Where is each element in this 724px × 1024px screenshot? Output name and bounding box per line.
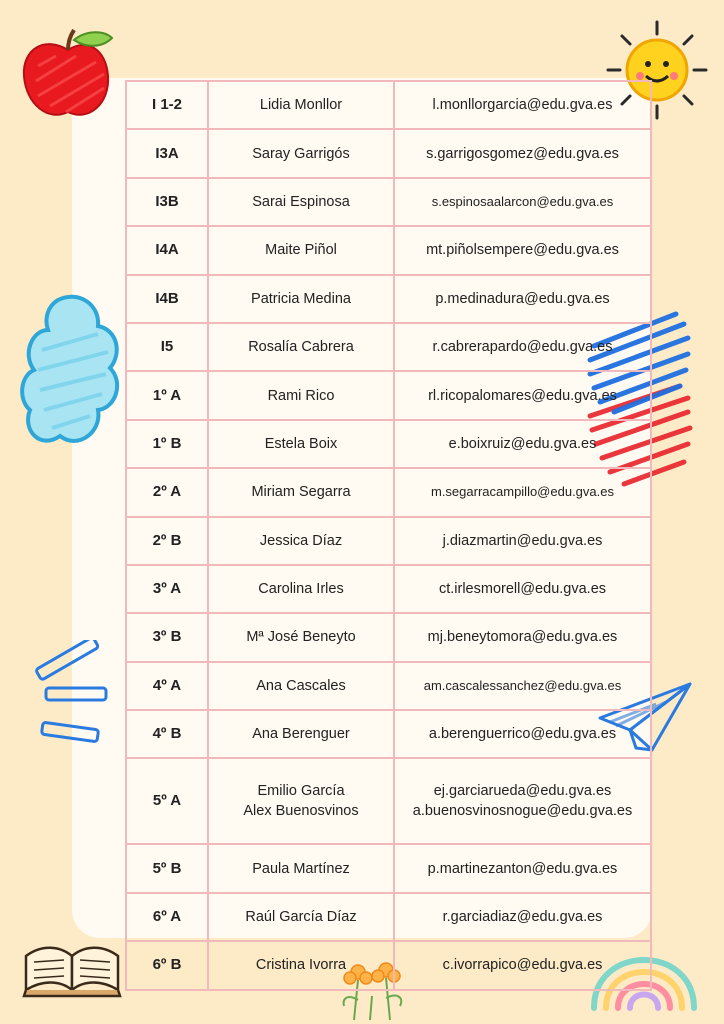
- email-link[interactable]: ej.garciarueda@edu.gva.es: [433, 783, 612, 800]
- email-cell: [394, 662, 651, 710]
- table-row: [126, 941, 651, 989]
- email-cell: [394, 758, 651, 844]
- teacher-name: Alex Buenosvinos: [243, 803, 359, 820]
- table-row: [126, 323, 651, 371]
- teacher-cell: [208, 710, 394, 758]
- contacts-table: [125, 80, 652, 991]
- email-cell: [394, 420, 651, 468]
- teacher-cell: [208, 941, 394, 989]
- table-row: [126, 893, 651, 941]
- email-cell: [394, 178, 651, 226]
- email-cell: [394, 893, 651, 941]
- table-row: [126, 565, 651, 613]
- teacher-cell: [208, 844, 394, 892]
- email-link[interactable]: p.medinadura@edu.gva.es: [435, 290, 610, 307]
- table-row: [126, 129, 651, 177]
- teacher-cell: [208, 662, 394, 710]
- table-row: [126, 420, 651, 468]
- group-cell: 5º A: [126, 758, 208, 844]
- teacher-name: Lidia Monllor: [259, 97, 343, 114]
- teacher-name: Emilio García: [257, 783, 345, 800]
- email-link[interactable]: c.ivorrapico@edu.gva.es: [442, 957, 603, 974]
- teacher-cell: [208, 420, 394, 468]
- teacher-cell: [208, 517, 394, 565]
- teacher-cell: [208, 758, 394, 844]
- group-cell: I4A: [126, 226, 208, 274]
- teacher-cell: [208, 178, 394, 226]
- teacher-name: Miriam Segarra: [251, 484, 351, 501]
- email-link[interactable]: ct.irlesmorell@edu.gva.es: [438, 581, 607, 598]
- email-link[interactable]: a.berenguerrico@edu.gva.es: [428, 726, 617, 743]
- email-link[interactable]: j.diazmartin@edu.gva.es: [442, 532, 603, 549]
- group-cell: I 1-2: [126, 81, 208, 129]
- email-cell: [394, 613, 651, 661]
- group-cell: 1º A: [126, 371, 208, 419]
- teacher-cell: [208, 275, 394, 323]
- email-cell: [394, 468, 651, 516]
- email-link[interactable]: s.garrigosgomez@edu.gva.es: [426, 145, 619, 162]
- group-cell: 5º B: [126, 844, 208, 892]
- teacher-cell: [208, 613, 394, 661]
- teacher-name: Ana Cascales: [256, 677, 346, 694]
- group-cell: 3º A: [126, 565, 208, 613]
- email-cell: [394, 844, 651, 892]
- teacher-cell: [208, 371, 394, 419]
- email-link[interactable]: r.garciadiaz@edu.gva.es: [442, 909, 603, 926]
- group-cell: 1º B: [126, 420, 208, 468]
- email-link[interactable]: e.boixruiz@edu.gva.es: [448, 435, 597, 452]
- group-cell: 3º B: [126, 613, 208, 661]
- table-row: [126, 468, 651, 516]
- cloud-icon: [18, 290, 126, 460]
- email-cell: [394, 129, 651, 177]
- teacher-cell: [208, 893, 394, 941]
- table-row: [126, 662, 651, 710]
- email-cell: [394, 371, 651, 419]
- teacher-name: Ana Berenguer: [252, 726, 350, 743]
- email-cell: [394, 275, 651, 323]
- teacher-name: Carolina Irles: [258, 581, 344, 598]
- table-row: [126, 517, 651, 565]
- email-link[interactable]: s.espinosaalarcon@edu.gva.es: [431, 193, 614, 209]
- email-cell: [394, 710, 651, 758]
- email-cell: [394, 517, 651, 565]
- chalk-lines-icon: [28, 640, 112, 760]
- email-cell: [394, 565, 651, 613]
- teacher-name: Sarai Espinosa: [252, 193, 350, 210]
- teacher-cell: [208, 323, 394, 371]
- table-row: [126, 844, 651, 892]
- email-link[interactable]: mj.beneytomora@edu.gva.es: [427, 629, 618, 646]
- email-link[interactable]: p.martinezanton@edu.gva.es: [427, 860, 618, 877]
- table-row: [126, 178, 651, 226]
- teacher-name: Patricia Medina: [251, 290, 351, 307]
- email-link[interactable]: mt.piñolsempere@edu.gva.es: [426, 242, 619, 259]
- email-link[interactable]: a.buenosvinosnogue@edu.gva.es: [412, 803, 633, 820]
- table-row: [126, 81, 651, 129]
- table-row: [126, 758, 651, 844]
- teacher-name: Saray Garrigós: [252, 145, 350, 162]
- teacher-name: Maite Piñol: [265, 242, 337, 259]
- apple-icon: [16, 26, 124, 126]
- teacher-name: Rosalía Cabrera: [248, 339, 354, 356]
- teacher-name: Jessica Díaz: [259, 532, 343, 549]
- group-cell: 6º B: [126, 941, 208, 989]
- email-link[interactable]: l.monllorgarcia@edu.gva.es: [432, 97, 613, 114]
- group-cell: 4º A: [126, 662, 208, 710]
- email-cell: [394, 81, 651, 129]
- teacher-name: Cristina Ivorra: [255, 957, 347, 974]
- table-row: [126, 710, 651, 758]
- email-link[interactable]: am.cascalessanchez@edu.gva.es: [423, 677, 622, 693]
- group-cell: 4º B: [126, 710, 208, 758]
- group-cell: I4B: [126, 275, 208, 323]
- table-row: [126, 226, 651, 274]
- book-icon: [20, 930, 126, 1000]
- teacher-cell: [208, 129, 394, 177]
- email-link[interactable]: rl.ricopalomares@edu.gva.es: [428, 387, 617, 404]
- email-cell: [394, 941, 651, 989]
- group-cell: 2º B: [126, 517, 208, 565]
- table-row: [126, 275, 651, 323]
- teacher-cell: [208, 226, 394, 274]
- teacher-name: Estela Boix: [264, 435, 338, 452]
- group-cell: I5: [126, 323, 208, 371]
- table-row: [126, 613, 651, 661]
- teacher-name: Rami Rico: [267, 387, 335, 404]
- email-cell: [394, 226, 651, 274]
- email-link[interactable]: m.segarracampillo@edu.gva.es: [430, 484, 614, 500]
- teacher-cell: [208, 468, 394, 516]
- group-cell: 6º A: [126, 893, 208, 941]
- table-row: [126, 371, 651, 419]
- teacher-name: Paula Martínez: [252, 860, 350, 877]
- group-cell: 2º A: [126, 468, 208, 516]
- teacher-name: Mª José Beneyto: [246, 629, 356, 646]
- group-cell: I3A: [126, 129, 208, 177]
- teacher-cell: [208, 565, 394, 613]
- teacher-cell: [208, 81, 394, 129]
- email-cell: [394, 323, 651, 371]
- email-link[interactable]: r.cabrerapardo@edu.gva.es: [432, 339, 613, 356]
- teacher-name: Raúl García Díaz: [245, 909, 357, 926]
- group-cell: I3B: [126, 178, 208, 226]
